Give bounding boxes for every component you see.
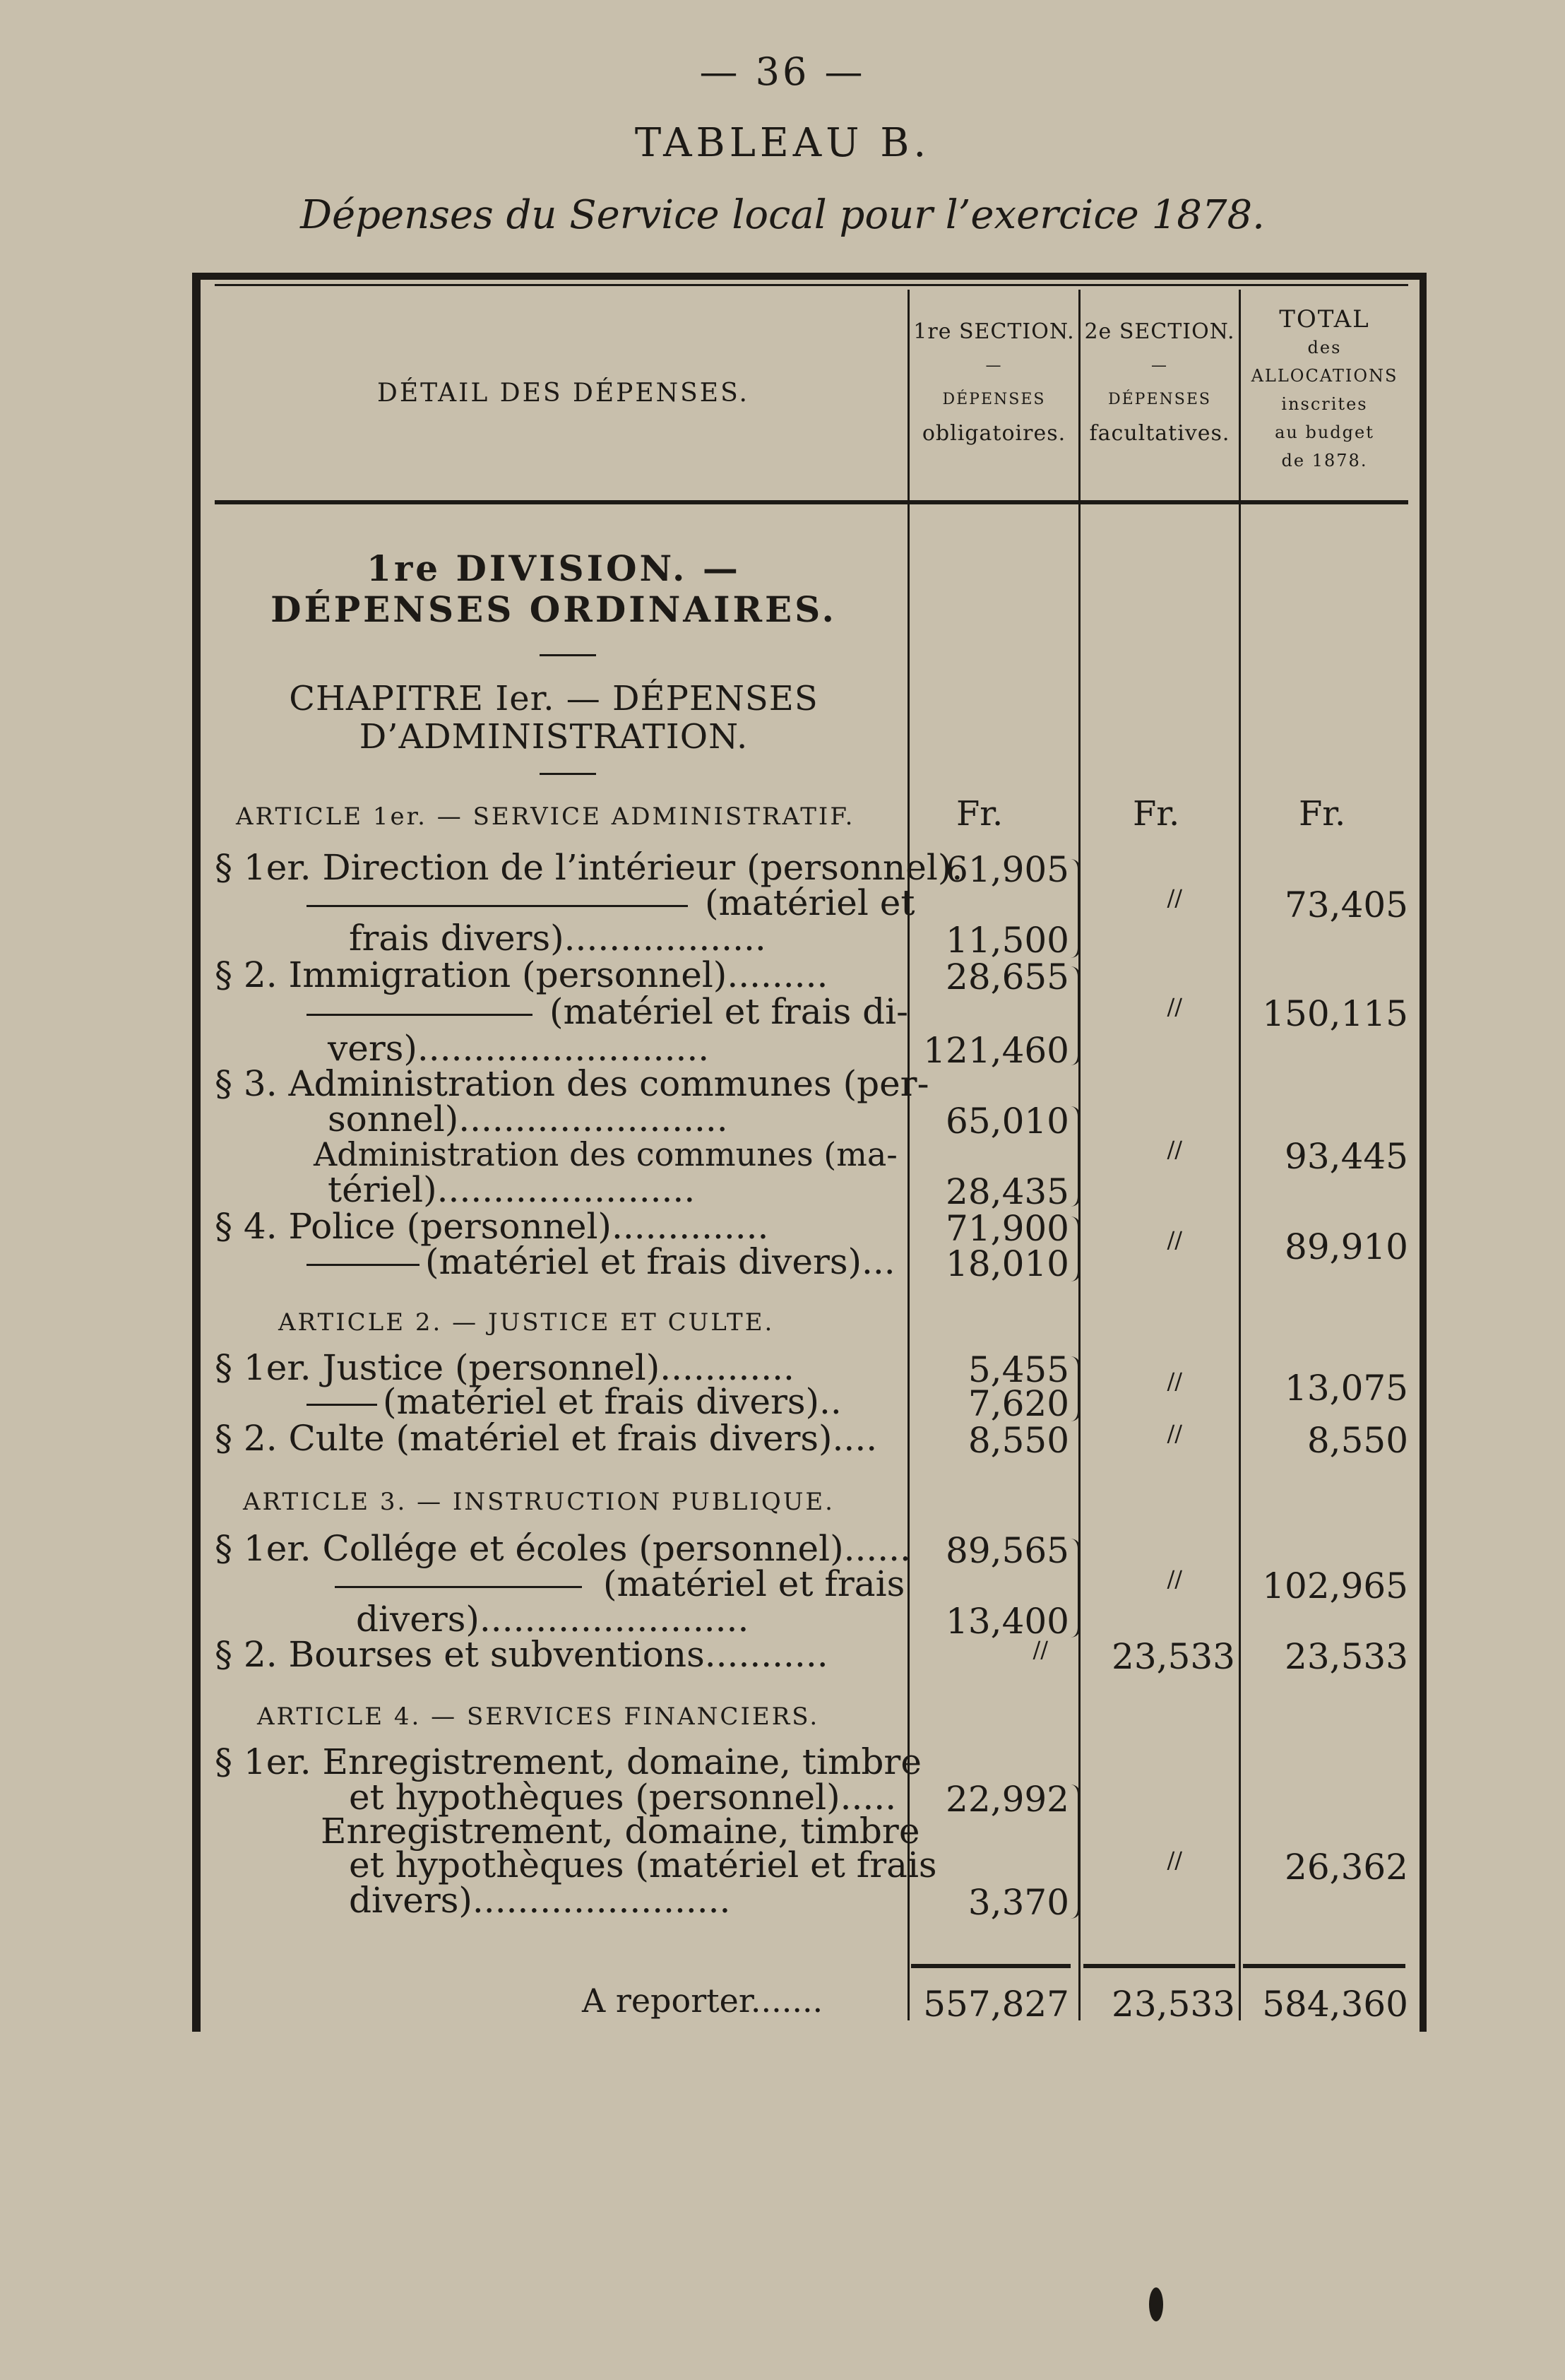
amount-sec2: // (1167, 1847, 1182, 1873)
brace (1071, 1539, 1081, 1638)
amount-sec1: 28,435 (946, 1171, 1069, 1212)
entry-line: Enregistrement, domaine, timbre (321, 1811, 920, 1852)
brace (1071, 1356, 1081, 1421)
top-inner-rule (215, 284, 1408, 286)
entry-line: § 1er. Direction de l’intérieur (personnel). (215, 847, 963, 888)
amount-sec1: 28,655 (946, 957, 1069, 997)
brace (1071, 1784, 1081, 1919)
amount-sec2: // (1167, 1420, 1182, 1447)
amount-sec1: 71,900 (946, 1208, 1069, 1249)
amount-sec2: // (1167, 1136, 1182, 1163)
entry-line: (matériel et frais divers)... (307, 1243, 895, 1280)
entry-line: frais divers).................. (349, 918, 766, 959)
article-heading: ARTICLE 1er. — SERVICE ADMINISTRATIF. (236, 803, 855, 831)
amount-total: 102,965 (1262, 1565, 1408, 1606)
amount-sec1: 7,620 (968, 1383, 1069, 1424)
carry-sec2: 23,533 (1112, 1984, 1235, 2025)
division-title: 1re DIVISION. — DÉPENSES ORDINAIRES. (270, 547, 837, 630)
amount-total: 93,445 (1285, 1136, 1408, 1177)
column-rule (1239, 290, 1241, 2020)
brace (1071, 966, 1081, 1065)
entry-line: Administration des communes (ma- (314, 1135, 898, 1173)
article-heading: ARTICLE 4. — SERVICES FINANCIERS. (257, 1703, 820, 1731)
carry-forward-label: A reporter....... (582, 1982, 823, 2020)
header-rule (215, 500, 1408, 504)
table-title: TABLEAU B. (634, 120, 931, 166)
sum-rule (1243, 1964, 1405, 1968)
entry-line: § 1er. Enregistrement, domaine, timbre (215, 1741, 922, 1782)
brace (1071, 1106, 1081, 1207)
entry-line: sonnel)........................ (328, 1099, 728, 1139)
article-heading: ARTICLE 2. — JUSTICE ET CULTE. (278, 1308, 775, 1337)
amount-sec1: 61,905 (946, 849, 1069, 890)
amount-sec2: // (1167, 1368, 1182, 1395)
entry-line: divers)........................ (356, 1599, 749, 1640)
article-heading: ARTICLE 3. — INSTRUCTION PUBLIQUE. (243, 1488, 835, 1516)
entry-line: § 1er. Justice (personnel)............ (215, 1347, 795, 1388)
amount-sec2: // (1167, 993, 1182, 1020)
amount-total: 13,075 (1285, 1368, 1408, 1409)
amount-sec1: 18,010 (946, 1243, 1069, 1284)
entry-line: § 2. Culte (matériel et frais divers).... (215, 1418, 878, 1459)
entry-line: et hypothèques (personnel)..... (349, 1777, 897, 1818)
amount-total: 26,362 (1285, 1847, 1408, 1888)
amount-sec1: 65,010 (946, 1101, 1069, 1142)
budget-table (192, 273, 1427, 2032)
amount-sec1: 8,550 (968, 1420, 1069, 1461)
amount-sec1: 11,500 (946, 920, 1069, 961)
entry-line: (matériel et frais (335, 1565, 905, 1602)
amount-sec2: // (1167, 1226, 1182, 1253)
page-number: — 36 — (699, 49, 866, 94)
division-rule (540, 654, 596, 656)
entry-line: et hypothèques (matériel et frais (349, 1845, 937, 1885)
brace (1071, 1216, 1081, 1281)
amount-sec1: 89,565 (946, 1530, 1069, 1571)
entry-line: § 2. Bourses et subventions........... (215, 1634, 828, 1675)
amount-total: 23,533 (1285, 1636, 1408, 1677)
header-section-2: 2e SECTION. — DÉPENSES facultatives. (1084, 319, 1235, 446)
entry-line: vers).......................... (328, 1028, 710, 1069)
carry-sec1: 557,827 (923, 1984, 1069, 2025)
entry-line: § 1er. Collége et écoles (personnel)...... (215, 1528, 911, 1569)
ink-blot (1149, 2287, 1163, 2321)
entry-line: § 4. Police (personnel).............. (215, 1206, 769, 1247)
header-detail: DÉTAIL DES DÉPENSES. (377, 379, 749, 408)
amount-total: 150,115 (1262, 993, 1408, 1034)
amount-sec1: // (1033, 1636, 1048, 1663)
entry-line: divers)....................... (349, 1880, 731, 1921)
amount-total: 73,405 (1285, 884, 1408, 925)
amount-sec2: // (1167, 1565, 1182, 1592)
entry-line: tériel)....................... (328, 1169, 696, 1210)
entry-line: (matériel et (307, 884, 915, 921)
entry-line: (matériel et frais di- (307, 993, 908, 1030)
currency-label: Fr. (1133, 794, 1180, 834)
amount-total: 89,910 (1285, 1226, 1408, 1267)
header-total: TOTAL des ALLOCATIONS inscrites au budget de 1878. (1251, 305, 1398, 470)
amount-sec1: 13,400 (946, 1601, 1069, 1642)
amount-sec1: 3,370 (968, 1882, 1069, 1923)
amount-sec2: 23,533 (1112, 1636, 1235, 1677)
chapter-rule (540, 773, 596, 775)
sum-rule (1083, 1964, 1235, 1968)
entry-line: (matériel et frais divers).. (307, 1383, 842, 1420)
table-subtitle: Dépenses du Service local pour l’exercice 1878. (300, 192, 1265, 238)
entry-line: § 2. Immigration (personnel)......... (215, 954, 828, 995)
amount-sec1: 121,460 (923, 1030, 1069, 1071)
chapter-title: CHAPITRE Ier. — DÉPENSES D’ADMINISTRATION. (289, 679, 819, 757)
amount-sec1: 5,455 (968, 1349, 1069, 1390)
currency-label: Fr. (1299, 794, 1346, 834)
currency-label: Fr. (956, 794, 1004, 834)
entry-line: § 3. Administration des communes (per- (215, 1063, 929, 1104)
brace (1071, 859, 1081, 958)
sum-rule (911, 1964, 1071, 1968)
amount-total: 8,550 (1307, 1420, 1408, 1461)
amount-sec2: // (1167, 884, 1182, 911)
header-section-1: 1re SECTION. — DÉPENSES obligatoires. (913, 319, 1075, 446)
amount-sec1: 22,992 (946, 1779, 1069, 1820)
carry-total: 584,360 (1262, 1984, 1408, 2025)
